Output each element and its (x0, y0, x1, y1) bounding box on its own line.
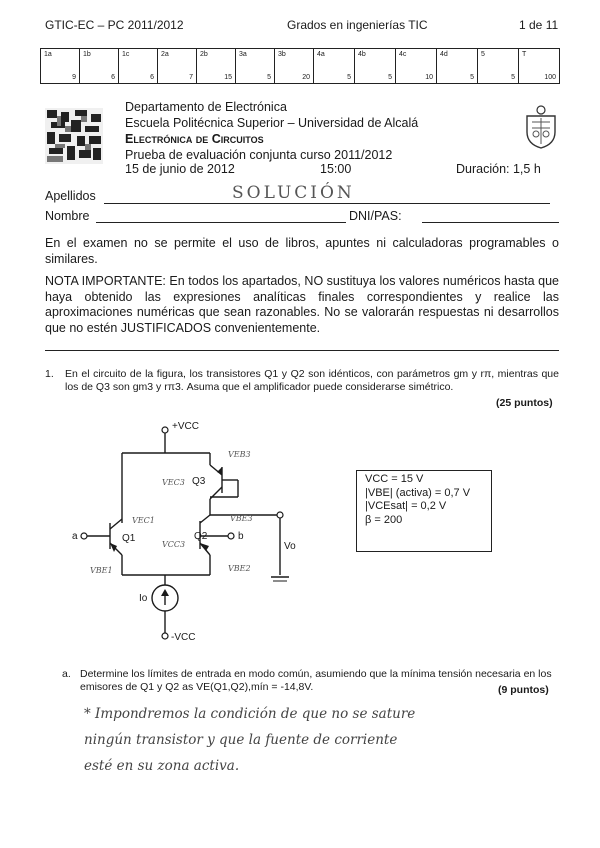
important-note: NOTA IMPORTANTE: En todos los apartados, NO sustituya los valores numéricos hasta que haya obtenido las expresiones analíticas finales correspondientes y realice las aproximaciones numéricas que sean razonables. No se valorarán respuestas ni desarrollos que no estén JUSTIFICADOS convenientemente. (45, 274, 559, 335)
score-cell: 2a 7 (158, 49, 197, 84)
score-cell: 5 5 (478, 49, 519, 84)
vbe3-handwritten: VBE3 (230, 514, 253, 523)
university-crest (522, 104, 560, 150)
input-a-label: a (72, 531, 78, 542)
score-cell: 1b 6 (80, 49, 119, 84)
surname-handwritten: SOLUCIÓN (232, 183, 355, 203)
section-divider (45, 350, 559, 351)
exam-title: Prueba de evaluación conjunta curso 2011/2012 (125, 148, 393, 162)
param-vbe: |VBE| (activa) = 0,7 V (365, 486, 471, 499)
page-number: 1 de 11 (519, 18, 559, 32)
exam-time: 15:00 (320, 162, 352, 176)
answer-line-2: ningún transistor y que la fuente de corriente (84, 732, 398, 748)
score-cell: 2b 15 (197, 49, 236, 84)
vcc3-handwritten: VCC3 (162, 540, 186, 549)
circuit-diagram (70, 415, 330, 645)
surname-label: Apellidos (45, 189, 96, 203)
score-cell: 4b 5 (355, 49, 396, 84)
school: Escuela Politécnica Superior – Universidad de Alcalá (125, 116, 419, 130)
param-vcesat: |VCEsat| = 0,2 V (365, 500, 447, 512)
vcc-label: +VCC (172, 421, 199, 432)
part-a-points: (9 puntos) (498, 684, 549, 696)
name-label: Nombre (45, 209, 90, 223)
header-left: GTIC-EC – PC 2011/2012 (45, 18, 184, 32)
vee-label: -VCC (171, 632, 196, 643)
score-cell: 1c 6 (119, 49, 158, 84)
surname-field-line[interactable] (104, 203, 550, 204)
q1-label: Q1 (122, 533, 136, 544)
score-table (40, 48, 560, 84)
param-beta: β = 200 (365, 513, 403, 526)
score-cell: 3a 5 (236, 49, 275, 84)
score-cell: 3b 20 (275, 49, 314, 84)
score-cell: 1a 9 (41, 49, 80, 84)
department: Departamento de Electrónica (125, 100, 287, 114)
answer-line-1: * Impondremos la condición de que no se sature (84, 706, 416, 722)
vbe2-handwritten: VBE2 (228, 564, 251, 573)
question-number: 1. (45, 368, 54, 380)
course-title: Electrónica de Circuitos (125, 132, 264, 146)
parameters-box (356, 470, 492, 552)
question-text: En el circuito de la figura, los transistores Q1 y Q2 son idénticos, con parámetros gm y rπ, mientras que los de Q3 son gm3 y rπ3. Asuma que el amplificador puede considerarse simétrico. (65, 368, 559, 393)
vec3-handwritten: VEC3 (162, 478, 185, 487)
veb3-handwritten: VEB3 (228, 450, 251, 459)
exam-date: 15 de junio de 2012 (125, 162, 235, 176)
id-label: DNI/PAS: (349, 209, 402, 223)
param-vcc: VCC = 15 V (365, 473, 424, 485)
exam-rules: En el examen no se permite el uso de libros, apuntes ni calculadoras programables o similares. (45, 236, 559, 266)
exam-duration: Duración: 1,5 h (456, 162, 541, 176)
io-label: Io (139, 593, 148, 604)
vec1-handwritten: VEC1 (132, 516, 155, 525)
score-cell: T 100 (519, 49, 560, 84)
q3-label: Q3 (192, 476, 206, 487)
university-logo (45, 108, 103, 164)
question-points: (25 puntos) (496, 397, 553, 409)
q2-label: Q2 (194, 531, 208, 542)
answer-line-3: esté en su zona activa. (84, 758, 240, 774)
part-a-text: Determine los límites de entrada en modo común, asumiendo que la mínima tensión necesaria en los emisores de Q1 y Q2 as VE(Q1,Q2),mín = -14,8V. (80, 668, 552, 693)
score-cell: 4d 5 (437, 49, 478, 84)
id-field-line[interactable] (422, 222, 559, 223)
part-a-letter: a. (62, 668, 71, 680)
header-center: Grados en ingenierías TIC (287, 18, 428, 32)
vo-label: Vo (284, 541, 296, 552)
input-b-label: b (238, 531, 244, 542)
score-cell: 4c 10 (396, 49, 437, 84)
name-field-line[interactable] (96, 222, 346, 223)
score-cell: 4a 5 (314, 49, 355, 84)
vbe1-handwritten: VBE1 (90, 566, 113, 575)
